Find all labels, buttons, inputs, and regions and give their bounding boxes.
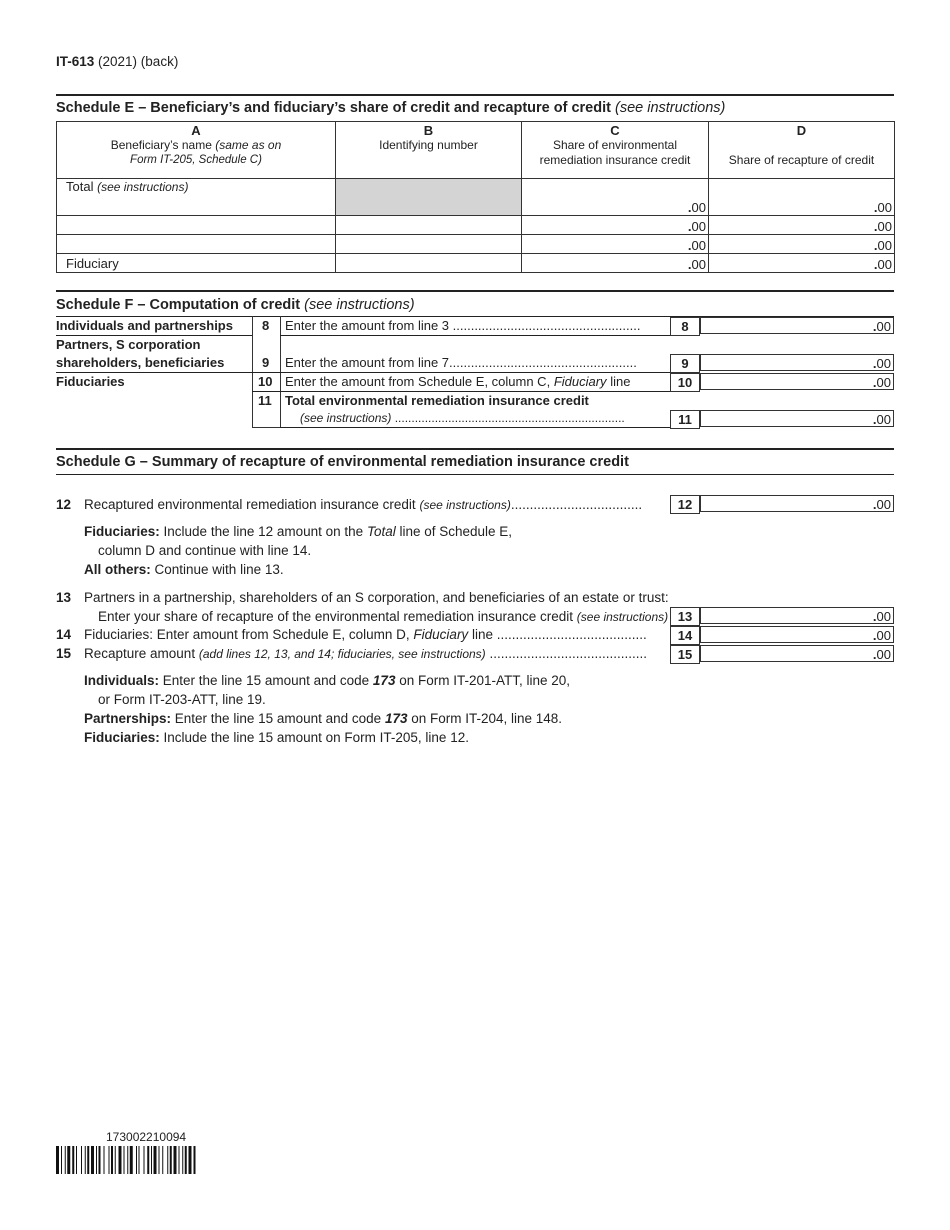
barcode-bar xyxy=(111,1146,113,1174)
schedule-e-total-row xyxy=(57,179,895,216)
barcode-bar xyxy=(76,1146,77,1174)
barcode-bar xyxy=(174,1146,177,1174)
barcode-bar xyxy=(56,1146,59,1174)
fiduciaries-instruction: Fiduciaries: Include the line 15 amount on Form IT-205, line 12. xyxy=(84,730,469,745)
schedule-g-title: Schedule G – Summary of recapture of environmental remediation insurance credit xyxy=(56,454,629,470)
partners-label-1: Partners, S corporation xyxy=(56,337,201,352)
schedule-f-rule xyxy=(56,290,894,292)
fiduciary-label: Fiduciary xyxy=(57,254,336,273)
credit-amount-cell[interactable]: .00 xyxy=(522,216,709,235)
barcode-bar xyxy=(139,1146,140,1174)
table-row xyxy=(57,216,895,235)
beneficiary-name-cell[interactable] xyxy=(57,235,336,254)
line-15-text: Recapture amount (add lines 12, 13, and 14; fiduciaries, see instructions) .......................................... xyxy=(84,646,647,661)
col-bottom xyxy=(252,427,281,428)
line-10-text: Enter the amount from Schedule E, column C, Fiduciary line xyxy=(285,374,631,389)
line-10-number: 10 xyxy=(258,374,273,389)
form-header xyxy=(56,54,178,69)
row-divider xyxy=(280,335,670,336)
fiduciaries-note-2: column D and continue with line 14. xyxy=(98,543,312,558)
schedule-e-title: Schedule E – Beneficiary’s and fiduciary’s share of credit and recapture of credit (see instructions) xyxy=(56,100,726,116)
barcode-bar xyxy=(67,1146,70,1174)
barcode-bar xyxy=(81,1146,82,1174)
beneficiary-name-cell[interactable] xyxy=(57,216,336,235)
line-9-number: 9 xyxy=(262,355,270,370)
line-11-text: Total environmental remediation insurance credit xyxy=(285,393,589,408)
barcode-bar xyxy=(167,1146,168,1174)
barcode-bar xyxy=(185,1146,187,1174)
barcode-bar xyxy=(65,1146,66,1174)
line-15-amount[interactable]: .00 xyxy=(700,645,894,662)
line-14-amount[interactable]: .00 xyxy=(700,626,894,643)
col-b-header: B Identifying number xyxy=(336,122,522,179)
line-15-box: 15 xyxy=(670,645,700,664)
schedule-g-rule xyxy=(56,448,894,450)
line-13-amount[interactable]: .00 xyxy=(700,607,894,624)
line-8-amount[interactable]: .00 xyxy=(700,317,894,334)
line-10-box: 10 xyxy=(670,373,700,392)
barcode-bar xyxy=(194,1146,196,1174)
partners-label-2: shareholders, beneficiaries xyxy=(56,355,225,370)
line-15-number: 15 xyxy=(56,646,72,661)
individuals-label: Individuals and partnerships xyxy=(56,318,233,333)
table-row xyxy=(57,235,895,254)
barcode-bar xyxy=(179,1146,180,1174)
barcode-bar xyxy=(72,1146,74,1174)
row-divider xyxy=(280,427,670,428)
line-11-number: 11 xyxy=(258,393,272,408)
line-11-amount[interactable]: .00 xyxy=(700,410,894,427)
label-divider xyxy=(56,372,252,373)
schedule-g-subrule xyxy=(56,474,894,475)
barcode-number: 173002210094 xyxy=(106,1130,187,1144)
label-divider xyxy=(56,335,252,336)
barcode-bar xyxy=(104,1146,105,1174)
line-13-number: 13 xyxy=(56,590,72,605)
total-label: Total (see instructions) xyxy=(57,179,336,216)
line-8-text: Enter the amount from line 3 .................................................... xyxy=(285,318,641,333)
form-year-side: (2021) (back) xyxy=(94,54,179,69)
all-others-note: All others: Continue with line 13. xyxy=(84,562,284,577)
row-divider xyxy=(252,372,670,373)
credit-amount-cell[interactable]: .00 xyxy=(522,235,709,254)
barcode-bar xyxy=(182,1146,183,1174)
total-recapture-amount[interactable]: .00 xyxy=(709,179,895,216)
barcode-bar xyxy=(130,1146,133,1174)
barcode-bar xyxy=(96,1146,97,1174)
row-divider xyxy=(252,391,670,392)
fiduciary-credit-amount[interactable]: .00 xyxy=(522,254,709,273)
col-a-header: A Beneficiary’s name (same as on Form IT-205, Schedule C) xyxy=(57,122,336,179)
barcode-bar xyxy=(189,1146,192,1174)
schedule-e-table xyxy=(56,121,895,273)
barcode-bar xyxy=(61,1146,62,1174)
col-c-header: C Share of environmental remediation insurance credit xyxy=(522,122,709,179)
identifying-number-cell[interactable] xyxy=(336,216,522,235)
line-14-number: 14 xyxy=(56,627,72,642)
barcode-bar xyxy=(91,1146,94,1174)
line-11-note: (see instructions) ..................................................................... xyxy=(300,411,625,425)
schedule-e-header-row xyxy=(57,122,895,179)
barcode-icon xyxy=(56,1146,240,1174)
line-13-text-1: Partners in a partnership, shareholders of an S corporation, and beneficiaries of an estate or trust: xyxy=(84,590,669,605)
barcode-bar xyxy=(99,1146,101,1174)
line-12-text: Recaptured environmental remediation insurance credit (see instructions)................................... xyxy=(84,497,643,512)
barcode-bar xyxy=(147,1146,149,1174)
total-id-cell xyxy=(336,179,522,216)
barcode-bar xyxy=(154,1146,157,1174)
line-14-box: 14 xyxy=(670,626,700,645)
fiduciary-row xyxy=(57,254,895,273)
barcode-bar xyxy=(87,1146,89,1174)
barcode-bar xyxy=(159,1146,160,1174)
barcode-bar xyxy=(119,1146,122,1174)
schedule-f-title: Schedule F – Computation of credit (see instructions) xyxy=(56,297,415,313)
line-8-number: 8 xyxy=(262,318,270,333)
fiduciary-id-cell[interactable] xyxy=(336,254,522,273)
total-credit-amount[interactable]: .00 xyxy=(522,179,709,216)
line-12-number: 12 xyxy=(56,497,72,512)
barcode-bar xyxy=(144,1146,145,1174)
barcode-bar xyxy=(162,1146,163,1174)
line-10-amount[interactable]: .00 xyxy=(700,373,894,390)
barcode-bar xyxy=(170,1146,172,1174)
line-12-box: 12 xyxy=(670,495,700,514)
fiduciaries-note-1: Fiduciaries: Include the line 12 amount on the Total line of Schedule E, xyxy=(84,524,513,539)
individuals-instruction: Individuals: Enter the line 15 amount and code 173 on Form IT-201-ATT, line 20, xyxy=(84,673,571,688)
line-12-amount[interactable]: .00 xyxy=(700,495,894,512)
barcode-bar xyxy=(85,1146,86,1174)
fiduciary-recapture-amount[interactable]: .00 xyxy=(709,254,895,273)
recapture-amount-cell[interactable]: .00 xyxy=(709,235,895,254)
line-11-box: 11 xyxy=(670,410,700,429)
line-9-text: Enter the amount from line 7.................................................... xyxy=(285,355,637,370)
barcode-bar xyxy=(109,1146,110,1174)
partnerships-instruction: Partnerships: Enter the line 15 amount and code 173 on Form IT-204, line 148. xyxy=(84,711,563,726)
barcode-bar xyxy=(124,1146,125,1174)
recapture-amount-cell[interactable]: .00 xyxy=(709,216,895,235)
line-9-amount[interactable]: .00 xyxy=(700,354,894,371)
form-number: IT-613 xyxy=(56,54,95,69)
line-13-text-2: Enter your share of recapture of the environmental remediation insurance credit (see instructions) xyxy=(98,609,669,624)
line-8-box: 8 xyxy=(670,317,700,336)
identifying-number-cell[interactable] xyxy=(336,235,522,254)
line-9-box: 9 xyxy=(670,354,700,373)
barcode-bar xyxy=(127,1146,128,1174)
col-d-header: D Share of recapture of credit xyxy=(709,122,895,179)
barcode-bar xyxy=(136,1146,137,1174)
fiduciaries-label: Fiduciaries xyxy=(56,374,125,389)
line-14-text: Fiduciaries: Enter amount from Schedule E, column D, Fiduciary line ........................................ xyxy=(84,627,647,642)
schedule-e-rule xyxy=(56,94,894,96)
line-13-box: 13 xyxy=(670,607,700,626)
barcode-bar xyxy=(151,1146,152,1174)
individuals-instruction-2: or Form IT-203-ATT, line 19. xyxy=(98,692,266,707)
barcode-bar xyxy=(115,1146,116,1174)
